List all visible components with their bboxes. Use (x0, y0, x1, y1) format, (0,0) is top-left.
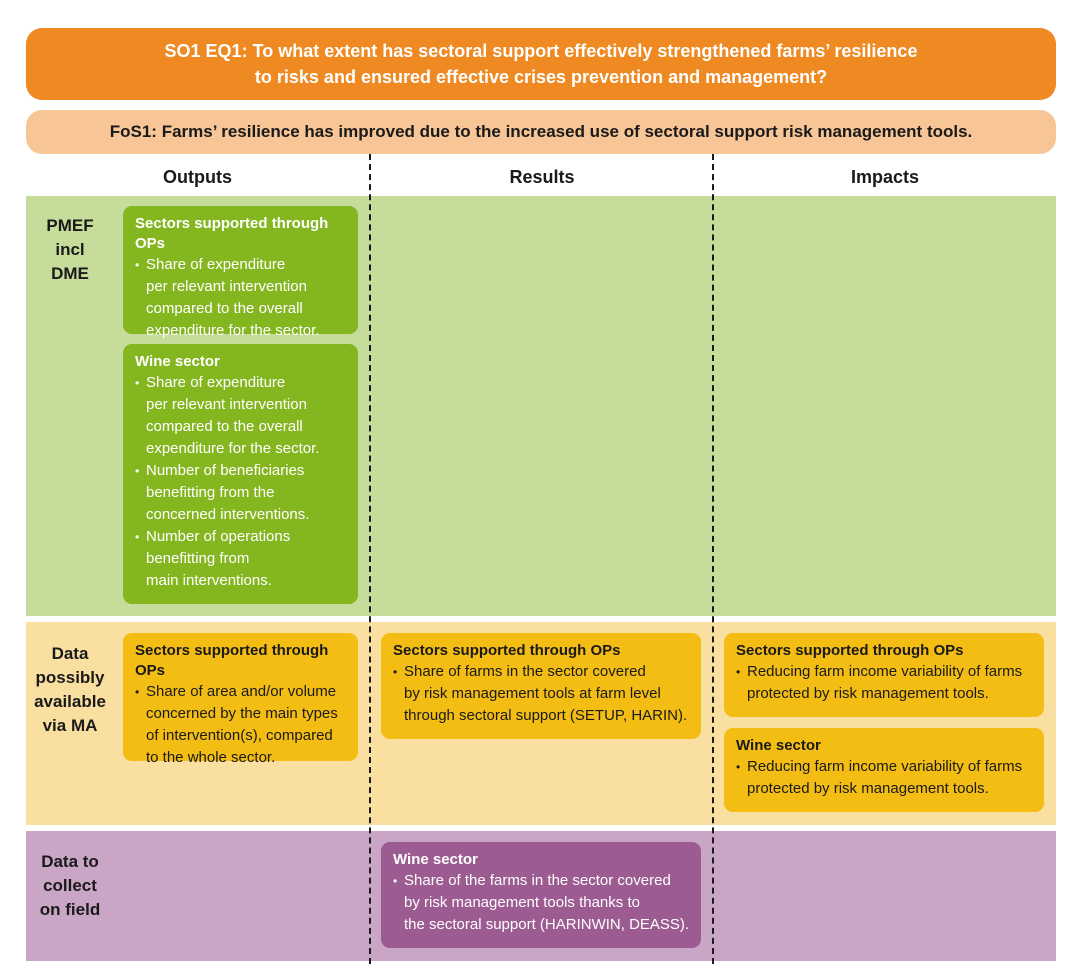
row-label-line: incl (55, 240, 85, 259)
card-bullet (135, 681, 348, 769)
bullet-line: compared to the overall (146, 418, 303, 435)
card-bullet (736, 756, 1034, 800)
bullet-line: concerned interventions. (146, 506, 310, 523)
bullet-line: of intervention(s), compared (146, 727, 333, 744)
eq-text-line-2: to risks and ensured effective crises prevention and management? (254, 67, 828, 87)
divider-outputs-results (369, 154, 371, 964)
card-bullet-list (393, 870, 691, 936)
bullet-line: protected by risk management tools. (747, 685, 989, 702)
eq-code: SO1 EQ1: (164, 41, 248, 61)
bullet-line: • Share of the farms in the sector covered (404, 872, 671, 889)
card-bullet (393, 661, 691, 727)
card-bullet (135, 526, 348, 592)
card-bullet-list (135, 681, 348, 769)
row-label-ma (26, 642, 114, 738)
card-bullet (135, 460, 348, 526)
row-label-pmef (26, 214, 114, 286)
card-title: Sectors supported through OPs (393, 642, 621, 659)
bullet-line: the sectoral support (HARINWIN, DEASS). (404, 916, 690, 933)
bullet-line: • Share of farms in the sector covered (404, 663, 646, 680)
bullet-line: protected by risk management tools. (747, 780, 989, 797)
card-title: Wine sector (135, 353, 220, 370)
card-title: Wine sector (393, 851, 478, 868)
bullet-line: to the whole sector. (146, 749, 276, 766)
row-label-line: collect (43, 876, 97, 895)
card-ma-impacts-ops (724, 633, 1044, 717)
card-bullet-list (135, 254, 348, 342)
row-label-line: DME (51, 264, 89, 283)
fos-code: FoS1: (109, 122, 157, 141)
bullet-line: by risk management tools at farm level (404, 685, 661, 702)
bullet-line: by risk management tools thanks to (404, 894, 640, 911)
fos-banner (26, 110, 1056, 154)
card-bullet-list (135, 372, 348, 592)
column-header-results: Results (509, 167, 575, 187)
bullet-line: • Reducing farm income variability of farms (747, 663, 1023, 680)
card-pmef-outputs-ops (123, 206, 358, 339)
fos-text: Farms’ resilience has improved due to the increased use of sectoral support risk management tools. (161, 122, 973, 141)
bullet-line: main interventions. (146, 572, 272, 589)
bullet-line: • Share of expenditure (146, 256, 286, 273)
column-header-impacts: Impacts (850, 167, 920, 187)
card-title: Sectors supported through OPs (135, 642, 329, 679)
card-bullet (135, 372, 348, 460)
bullet-line: • Reducing farm income variability of farms (747, 758, 1023, 775)
card-ma-outputs-ops (123, 633, 358, 766)
row-label-line: available (34, 692, 106, 711)
bullet-line: compared to the overall (146, 300, 303, 317)
card-title: Wine sector (736, 737, 821, 754)
bullet-line: • Share of expenditure (146, 374, 286, 391)
row-label-line: Data (51, 644, 89, 663)
card-title: Sectors supported through OPs (736, 642, 964, 659)
bullet-line: through sectoral support (SETUP, HARIN). (404, 707, 688, 724)
bullet-line: expenditure for the sector. (146, 440, 320, 457)
bullet-line: expenditure for the sector. (146, 322, 320, 339)
row-label-line: Data to (41, 852, 99, 871)
row-label-line: via MA (42, 716, 98, 735)
card-ma-results-ops (381, 633, 701, 739)
divider-results-impacts (712, 154, 714, 964)
row-label-line: PMEF (46, 216, 94, 235)
bullet-line: benefitting from the (146, 484, 275, 501)
column-header-outputs: Outputs (163, 167, 232, 187)
eq-text-line-1: To what extent has sectoral support effectively strengthened farms’ resilience (252, 41, 918, 61)
bullet-line: per relevant intervention (146, 278, 307, 295)
bullet-line: • Number of operations (146, 528, 291, 545)
card-title: Sectors supported through OPs (135, 215, 329, 252)
eq-line-1 (26, 38, 1056, 64)
card-pmef-outputs-wine (123, 344, 358, 604)
evaluation-question-banner (26, 28, 1056, 100)
card-field-results-wine (381, 842, 701, 948)
bullet-line: • Number of beneficiaries (146, 462, 305, 479)
bullet-line: benefitting from (146, 550, 250, 567)
row-label-field (26, 850, 114, 922)
row-label-line: possibly (35, 668, 105, 687)
bullet-line: • Share of area and/or volume (146, 683, 337, 700)
card-bullet (135, 254, 348, 342)
card-bullet (736, 661, 1034, 705)
row-label-line: on field (39, 900, 101, 919)
bullet-line: per relevant intervention (146, 396, 307, 413)
card-bullet (393, 870, 691, 936)
card-ma-impacts-wine (724, 728, 1044, 812)
card-bullet-list (736, 661, 1034, 705)
bullet-line: concerned by the main types (146, 705, 338, 722)
card-bullet-list (393, 661, 691, 727)
card-bullet-list (736, 756, 1034, 800)
